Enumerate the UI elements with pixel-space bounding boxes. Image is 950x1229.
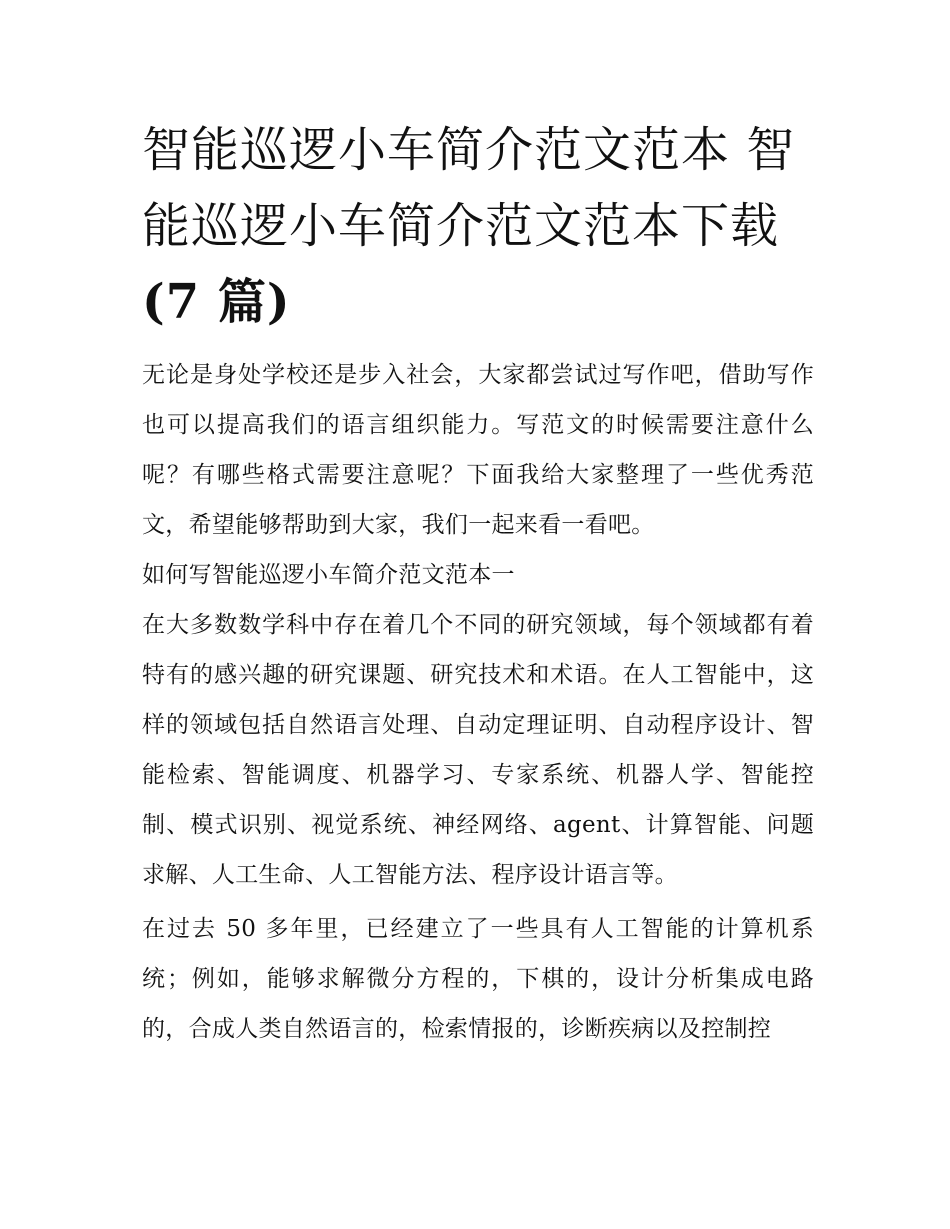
body-paragraph-1: 在大多数数学科中存在着几个不同的研究领域，每个领域都有着特有的感兴趣的研究课题、研究技术和术语。在人工智能中，这样的领域包括自然语言处理、自动定理证明、自动程序设计、智能检索、智能调度、机器学习、专家系统、机器人学、智能控制、模式识别、视觉系统、神经网络、agent、计算智能、问题求解、人工生命、人工智能方法、程序设计语言等。: [142, 612, 814, 888]
document-content: [142, 112, 814, 1054]
document-title: [142, 112, 814, 340]
intro-paragraph: 无论是身处学校还是步入社会，大家都尝试过写作吧，借助写作也可以提高我们的语言组织能力。写范文的时候需要注意什么呢？有哪些格式需要注意呢？下面我给大家整理了一些优秀范文，希望能够帮助到大家，我们一起来看一看吧。: [142, 362, 814, 538]
title-main: 智能巡逻小车简介范文范本 智能巡逻小车简介范文范本下载: [142, 122, 796, 254]
title-count: (7 篇): [142, 274, 291, 330]
body-paragraph-2: 在过去 50 多年里，已经建立了一些具有人工智能的计算机系统；例如，能够求解微分方程的，下棋的，设计分析集成电路的，合成人类自然语言的，检索情报的，诊断疾病以及控制控: [142, 916, 814, 1042]
section-heading: 如何写智能巡逻小车简介范文范本一: [142, 562, 515, 588]
